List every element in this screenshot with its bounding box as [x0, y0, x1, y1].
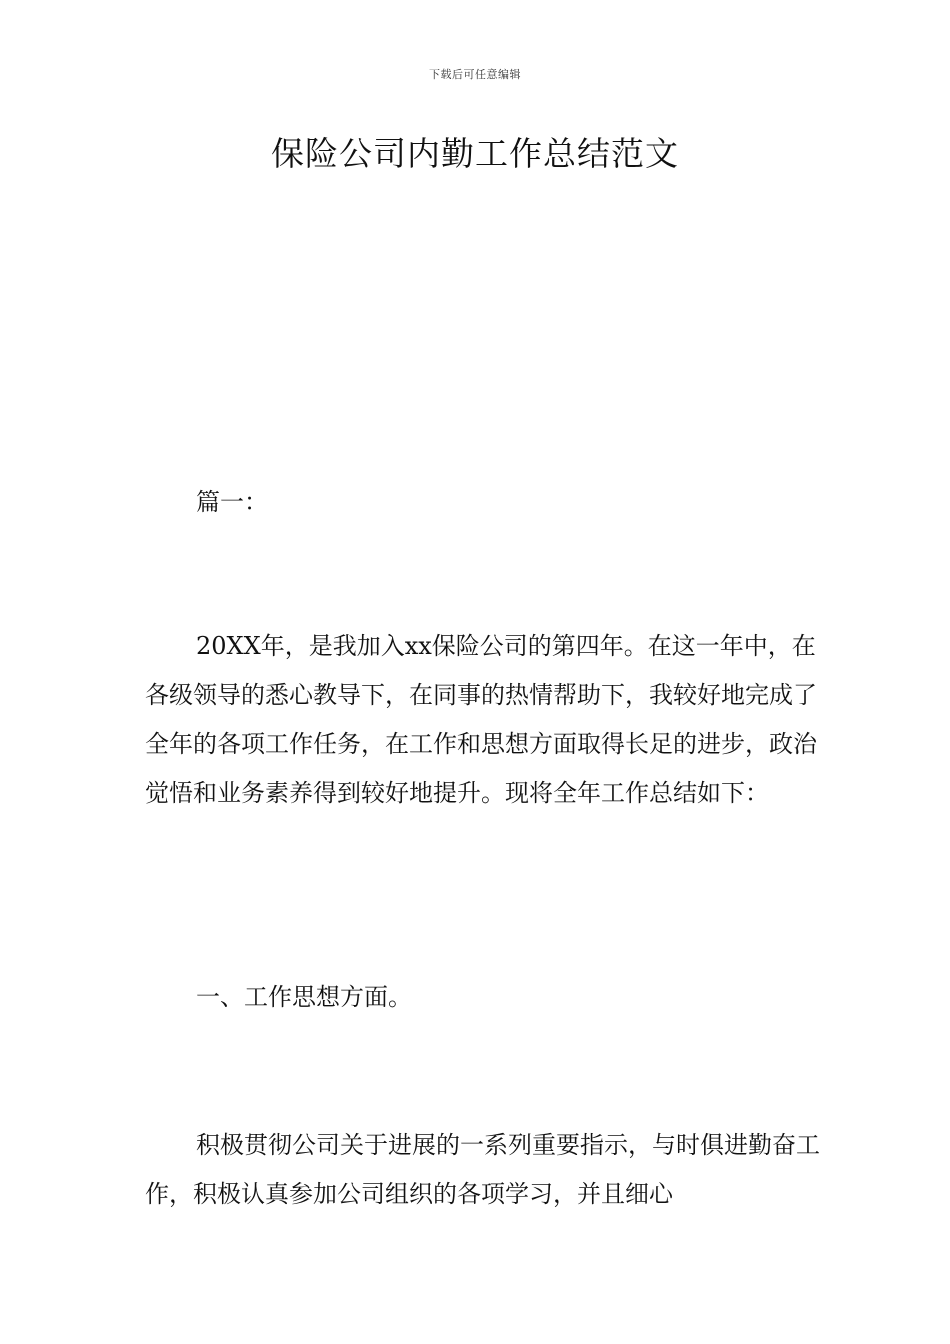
body-paragraph: 积极贯彻公司关于进展的一系列重要指示，与时俱进勤奋工作，积极认真参加公司组织的各项学习，并且细心: [145, 1131, 820, 1208]
body-paragraph: 20XX年，是我加入xx保险公司的第四年。在这一年中，在各级领导的悉心教导下，在同事的热情帮助下，我较好地完成了全年的各项工作任务，在工作和思想方面取得长足的进步，政治觉悟和业务素养得到较好地提升。现将全年工作总结如下：: [145, 632, 817, 807]
section-heading: 一、工作思想方面。: [196, 983, 412, 1011]
header-note: 下载后可任意编辑: [429, 68, 521, 81]
section-label: 篇一：: [196, 488, 268, 516]
document-title: 保险公司内勤工作总结范文: [271, 134, 679, 173]
